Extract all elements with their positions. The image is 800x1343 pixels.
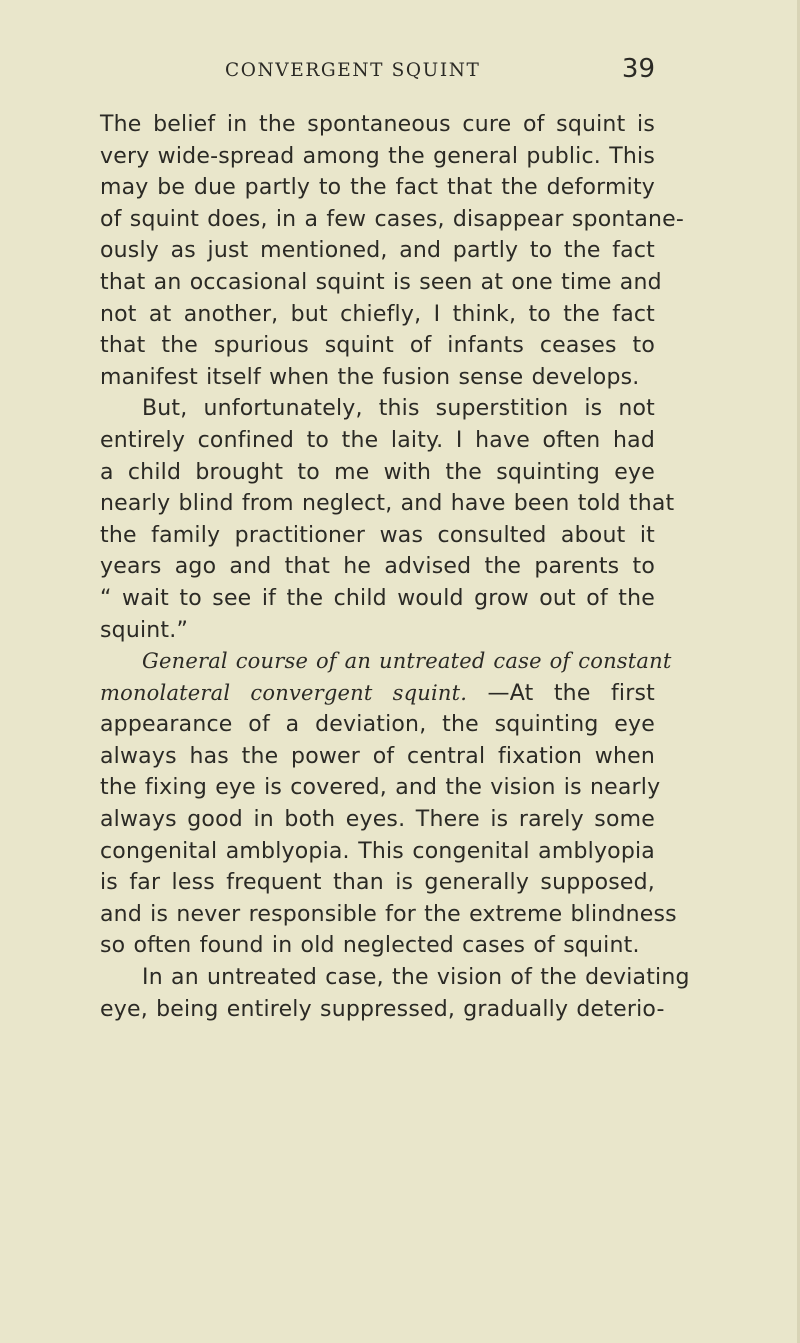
text-line: In an untreated case, the vision of the deviating xyxy=(142,965,690,991)
page-header xyxy=(225,54,655,94)
text-line: eye, being entirely suppressed, gradually deterio- xyxy=(100,996,665,1022)
text-line: “ wait to see if the child would grow out of the xyxy=(100,585,655,611)
text-line: manifest itself when the fusion sense develops. xyxy=(100,364,640,390)
text-line: entirely confined to the laity. I have often had xyxy=(100,427,655,453)
text-line: very wide-spread among the general public. This xyxy=(100,143,655,169)
text-line: so often found in old neglected cases of squint. xyxy=(100,933,640,959)
text-line: always has the power of central fixation when xyxy=(100,743,655,769)
text-line: that the spurious squint of infants ceases to xyxy=(100,333,655,359)
paragraph-4 xyxy=(100,962,690,1025)
text-line: squint.” xyxy=(100,617,189,643)
text-line: that an occasional squint is seen at one time and xyxy=(100,269,662,295)
text-run: —At the first xyxy=(487,680,655,706)
text-line: years ago and that he advised the parents to xyxy=(100,554,655,580)
text-line: may be due partly to the fact that the deformity xyxy=(100,175,655,201)
text-line: the fixing eye is covered, and the vision is nearly xyxy=(100,775,661,801)
text-line xyxy=(100,678,655,710)
text-line: not at another, but chiefly, I think, to the fact xyxy=(100,301,655,327)
text-line: the family practitioner was consulted about it xyxy=(100,522,655,548)
paragraph-2 xyxy=(100,393,675,646)
section-heading-end: monolateral convergent squint. xyxy=(100,680,468,705)
running-head: CONVERGENT SQUINT xyxy=(225,60,481,81)
text-line: is far less frequent than is generally supposed, xyxy=(100,870,655,896)
text-line: appearance of a deviation, the squinting eye xyxy=(100,712,655,738)
text-line: congenital amblyopia. This congenital amblyopia xyxy=(100,838,655,864)
body-text xyxy=(100,109,690,1025)
text-line: But, unfortunately, this superstition is not xyxy=(142,396,655,422)
text-line: ously as just mentioned, and partly to the fact xyxy=(100,238,655,264)
text-line: The belief in the spontaneous cure of squint is xyxy=(100,112,655,137)
paragraph-3 xyxy=(100,646,677,962)
page-number: 39 xyxy=(621,54,655,84)
text-line: nearly blind from neglect, and have been told that xyxy=(100,491,675,517)
text-line: and is never responsible for the extreme blindness xyxy=(100,901,677,927)
text-line: of squint does, in a few cases, disappear spontane- xyxy=(100,206,685,232)
paragraph-1 xyxy=(100,109,685,393)
section-heading: General course of an untreated case of constant xyxy=(142,649,672,674)
text-line: always good in both eyes. There is rarely some xyxy=(100,807,655,833)
text-line: a child brought to me with the squinting eye xyxy=(100,459,655,485)
